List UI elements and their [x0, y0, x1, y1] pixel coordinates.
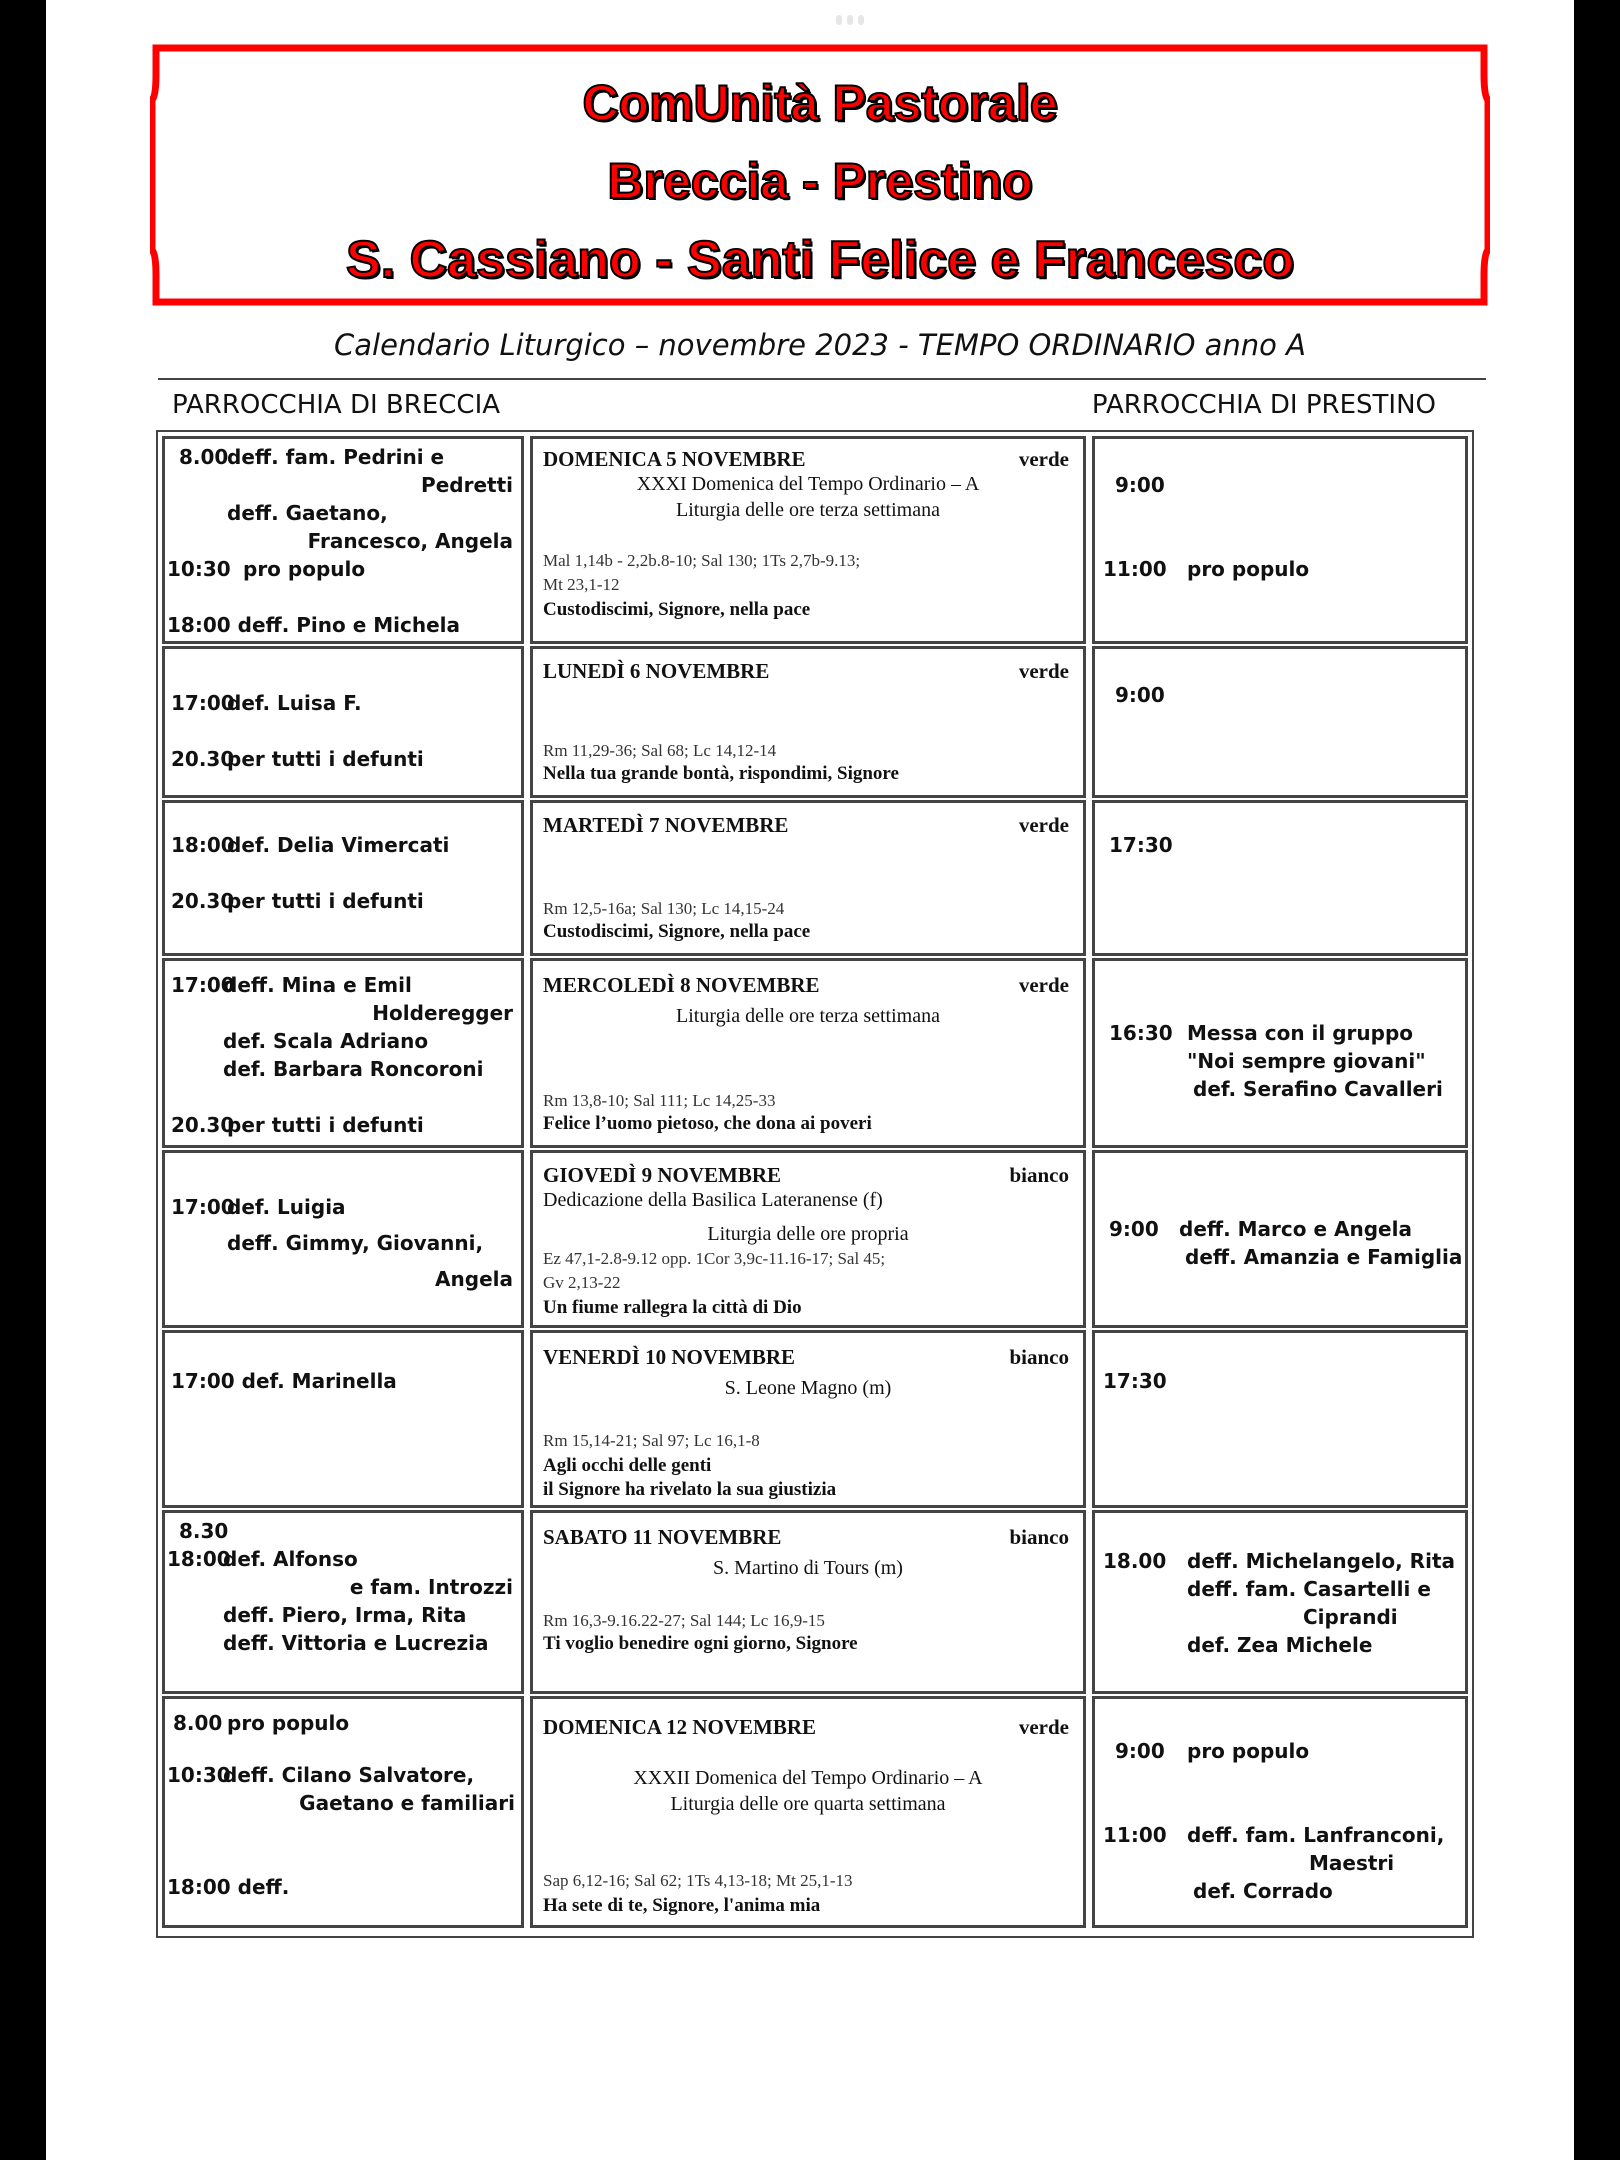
mass-intention: e fam. Introzzi — [349, 1575, 513, 1599]
liturgical-color: verde — [1018, 973, 1069, 997]
liturgy-cell — [530, 958, 1086, 1148]
divider — [158, 378, 1486, 380]
liturgy-line: S. Martino di Tours (m) — [713, 1557, 903, 1579]
psalm-response: Ha sete di te, Signore, l'anima mia — [543, 1895, 821, 1916]
mass-intention: pro populo — [1187, 557, 1310, 581]
mass-intention: def. Delia Vimercati — [227, 833, 450, 857]
readings: Ez 47,1-2.8-9.12 opp. 1Cor 3,9c-11.16-17; Sal 45; — [543, 1249, 886, 1268]
mass-intention: def. Zea Michele — [1187, 1633, 1373, 1657]
table-row — [162, 1330, 1468, 1508]
breccia-cell — [162, 958, 524, 1148]
readings: Rm 13,8-10; Sal 111; Lc 14,25-33 — [543, 1091, 776, 1110]
mass-intention: deff. Michelangelo, Rita — [1187, 1549, 1455, 1573]
parish-prestino-label: PARROCCHIA DI PRESTINO — [1091, 390, 1436, 420]
readings: Rm 16,3-9.16.22-27; Sal 144; Lc 16,9-15 — [543, 1611, 825, 1630]
mass-intention: def. Alfonso — [223, 1547, 358, 1571]
table-row — [162, 1510, 1468, 1694]
liturgy-line: Liturgia delle ore propria — [707, 1223, 909, 1245]
liturgy-cell — [530, 1330, 1086, 1508]
calendar-table — [156, 430, 1474, 1938]
liturgy-cell — [530, 1150, 1086, 1328]
liturgy-line: Liturgia delle ore terza settimana — [676, 499, 940, 521]
mass-time: 17:00 — [171, 973, 235, 997]
table-row — [162, 1150, 1468, 1328]
psalm-response: il Signore ha rivelato la sua giustizia — [543, 1479, 837, 1500]
mass-time: 9:00 — [1115, 473, 1165, 497]
breccia-cell — [162, 1330, 524, 1508]
mass-intention: def. Luisa F. — [227, 691, 362, 715]
mass-intention: Francesco, Angela — [307, 529, 513, 553]
mass-time: 9:00 — [1109, 1217, 1159, 1241]
banner-line-3: S. Cassiano - Santi Felice e Francesco — [346, 231, 1294, 289]
readings: Rm 12,5-16a; Sal 130; Lc 14,15-24 — [543, 899, 785, 918]
psalm-response: Agli occhi delle genti — [543, 1455, 712, 1476]
mass-time: 20.30 — [171, 747, 235, 771]
mass-time: 8.00 — [179, 445, 229, 469]
psalm-response: Felice l’uomo pietoso, che dona ai poveri — [543, 1113, 872, 1134]
mass-intention: pro populo — [1187, 1739, 1310, 1763]
prestino-cell — [1092, 1696, 1468, 1928]
mass-time: 20.30 — [171, 889, 235, 913]
mass-time: 10:30 — [167, 557, 231, 581]
mass-time: 17:30 — [1109, 833, 1173, 857]
mass-intention: pro populo — [243, 557, 366, 581]
liturgy-cell — [530, 436, 1086, 644]
readings: Gv 2,13-22 — [543, 1273, 621, 1292]
banner-line-2: Breccia - Prestino — [607, 153, 1033, 209]
prestino-cell — [1092, 1330, 1468, 1508]
table-row — [162, 646, 1468, 798]
liturgy-line: Liturgia delle ore quarta settimana — [670, 1793, 946, 1815]
window-handle-dots[interactable] — [836, 15, 864, 25]
breccia-cell — [162, 800, 524, 956]
mass-time: 8.00 — [173, 1711, 223, 1735]
mass-time: 11:00 — [1103, 1823, 1167, 1847]
liturgical-color: verde — [1018, 1715, 1069, 1739]
mass-intention: deff. Cilano Salvatore, — [223, 1763, 475, 1787]
mass-intention: Messa con il gruppo — [1187, 1021, 1413, 1045]
mass-time: 8.30 — [179, 1519, 229, 1543]
mass-intention: def. Barbara Roncoroni — [223, 1057, 484, 1081]
mass-intention: deff. fam. Pedrini e — [227, 445, 445, 469]
parish-breccia-label: PARROCCHIA DI BRECCIA — [172, 390, 501, 420]
table-row — [162, 1696, 1468, 1928]
mass-intention: pro populo — [227, 1711, 350, 1735]
mass-intention: per tutti i defunti — [227, 747, 424, 771]
mass-intention: deff. Mina e Emil — [223, 973, 412, 997]
table-row — [162, 436, 1468, 644]
liturgy-line: XXXI Domenica del Tempo Ordinario – A — [636, 473, 980, 495]
liturgy-cell — [530, 1696, 1086, 1928]
mass-intention: "Noi sempre giovani" — [1187, 1049, 1426, 1073]
mass-intention: deff. Vittoria e Lucrezia — [223, 1631, 489, 1655]
mass-intention: Pedretti — [421, 473, 513, 497]
mass-time: 18:00 — [167, 1547, 231, 1571]
liturgical-color: bianco — [1009, 1345, 1069, 1369]
liturgical-color: verde — [1018, 813, 1069, 837]
mass-time: 18.00 — [1103, 1549, 1167, 1573]
liturgy-line: XXXII Domenica del Tempo Ordinario – A — [633, 1767, 983, 1789]
liturgical-color: verde — [1018, 659, 1069, 683]
psalm-response: Ti voglio benedire ogni giorno, Signore — [543, 1633, 858, 1654]
mass-intention: Holderegger — [372, 1001, 513, 1025]
mass-time: 20.30 — [171, 1113, 235, 1137]
mass-intention: def. Corrado — [1193, 1879, 1333, 1903]
mass-intention: deff. Gimmy, Giovanni, — [227, 1231, 484, 1255]
liturgy-cell — [530, 646, 1086, 798]
mass-time: 11:00 — [1103, 557, 1167, 581]
mass-time: 16:30 — [1109, 1021, 1173, 1045]
prestino-cell — [1092, 800, 1468, 956]
prestino-cell — [1092, 958, 1468, 1148]
mass-time: 17:00 — [171, 1195, 235, 1219]
liturgical-color: bianco — [1009, 1163, 1069, 1187]
mass-intention: def. Scala Adriano — [223, 1029, 429, 1053]
mass-intention: deff. Piero, Irma, Rita — [223, 1603, 467, 1627]
mass-intention: def. Luigia — [227, 1195, 346, 1219]
mass-time: 9:00 — [1115, 1739, 1165, 1763]
mass-intention: Angela — [435, 1267, 513, 1291]
prestino-cell — [1092, 1150, 1468, 1328]
liturgy-line: S. Leone Magno (m) — [724, 1377, 892, 1399]
breccia-cell — [162, 1150, 524, 1328]
readings: Sap 6,12-16; Sal 62; 1Ts 4,13-18; Mt 25,1-13 — [543, 1871, 853, 1890]
mass-intention: Ciprandi — [1303, 1605, 1398, 1629]
day-title: SABATO 11 NOVEMBRE — [543, 1525, 782, 1549]
psalm-response: Un fiume rallegra la città di Dio — [543, 1297, 802, 1318]
liturgy-cell — [530, 1510, 1086, 1694]
mass-intention: deff. fam. Lanfranconi, — [1187, 1823, 1445, 1847]
mass-intention: deff. fam. Casartelli e — [1187, 1577, 1431, 1601]
day-title: MARTEDÌ 7 NOVEMBRE — [543, 813, 789, 837]
breccia-cell — [162, 646, 524, 798]
mass-intention: deff. Marco e Angela — [1179, 1217, 1412, 1241]
prestino-cell — [1092, 436, 1468, 644]
mass-time: 17:30 — [1103, 1369, 1167, 1393]
breccia-cell — [162, 1510, 524, 1694]
psalm-response: Nella tua grande bontà, rispondimi, Signore — [543, 763, 899, 784]
day-title: DOMENICA 12 NOVEMBRE — [543, 1715, 817, 1739]
mass-intention: per tutti i defunti — [227, 1113, 424, 1137]
header-banner — [150, 44, 1490, 306]
mass-intention: 17:00 def. Marinella — [171, 1369, 397, 1393]
document-page — [46, 0, 1574, 2160]
mass-time: 18:00 — [171, 833, 235, 857]
day-title: VENERDÌ 10 NOVEMBRE — [543, 1345, 796, 1369]
mass-intention: deff. Gaetano, — [227, 501, 388, 525]
day-title: LUNEDÌ 6 NOVEMBRE — [543, 659, 770, 683]
readings: Rm 11,29-36; Sal 68; Lc 14,12-14 — [543, 741, 777, 760]
psalm-response: Custodiscimi, Signore, nella pace — [543, 599, 811, 620]
liturgical-color: bianco — [1009, 1525, 1069, 1549]
prestino-cell — [1092, 646, 1468, 798]
day-title: DOMENICA 5 NOVEMBRE — [543, 447, 806, 471]
mass-intention: Maestri — [1309, 1851, 1395, 1875]
calendar-subtitle: Calendario Liturgico – novembre 2023 - TEMPO ORDINARIO anno A — [334, 328, 1306, 362]
day-title: MERCOLEDÌ 8 NOVEMBRE — [543, 973, 820, 997]
mass-time: 10:30 — [167, 1763, 231, 1787]
table-row — [162, 800, 1468, 956]
liturgy-line: Liturgia delle ore terza settimana — [676, 1005, 940, 1027]
day-title: GIOVEDÌ 9 NOVEMBRE — [543, 1163, 782, 1187]
breccia-cell — [162, 1696, 524, 1928]
readings: Rm 15,14-21; Sal 97; Lc 16,1-8 — [543, 1431, 760, 1450]
mass-intention: Gaetano e familiari — [299, 1791, 515, 1815]
mass-intention: per tutti i defunti — [227, 889, 424, 913]
readings: Mt 23,1-12 — [543, 575, 620, 594]
mass-intention: 18:00 deff. Pino e Michela — [167, 613, 461, 637]
liturgy-cell — [530, 800, 1086, 956]
table-row — [162, 958, 1468, 1148]
breccia-cell — [162, 436, 524, 644]
mass-intention: 18:00 deff. — [167, 1875, 290, 1899]
mass-intention: deff. Amanzia e Famiglia — [1185, 1245, 1463, 1269]
banner-line-1: ComUnità Pastorale — [582, 75, 1058, 131]
mass-intention: def. Serafino Cavalleri — [1193, 1077, 1443, 1101]
mass-time: 9:00 — [1115, 683, 1165, 707]
feast-line: Dedicazione della Basilica Lateranense (f) — [543, 1189, 883, 1211]
prestino-cell — [1092, 1510, 1468, 1694]
readings: Mal 1,14b - 2,2b.8-10; Sal 130; 1Ts 2,7b-9.13; — [543, 551, 861, 570]
liturgical-color: verde — [1018, 447, 1069, 471]
psalm-response: Custodiscimi, Signore, nella pace — [543, 921, 811, 942]
mass-time: 17:00 — [171, 691, 235, 715]
